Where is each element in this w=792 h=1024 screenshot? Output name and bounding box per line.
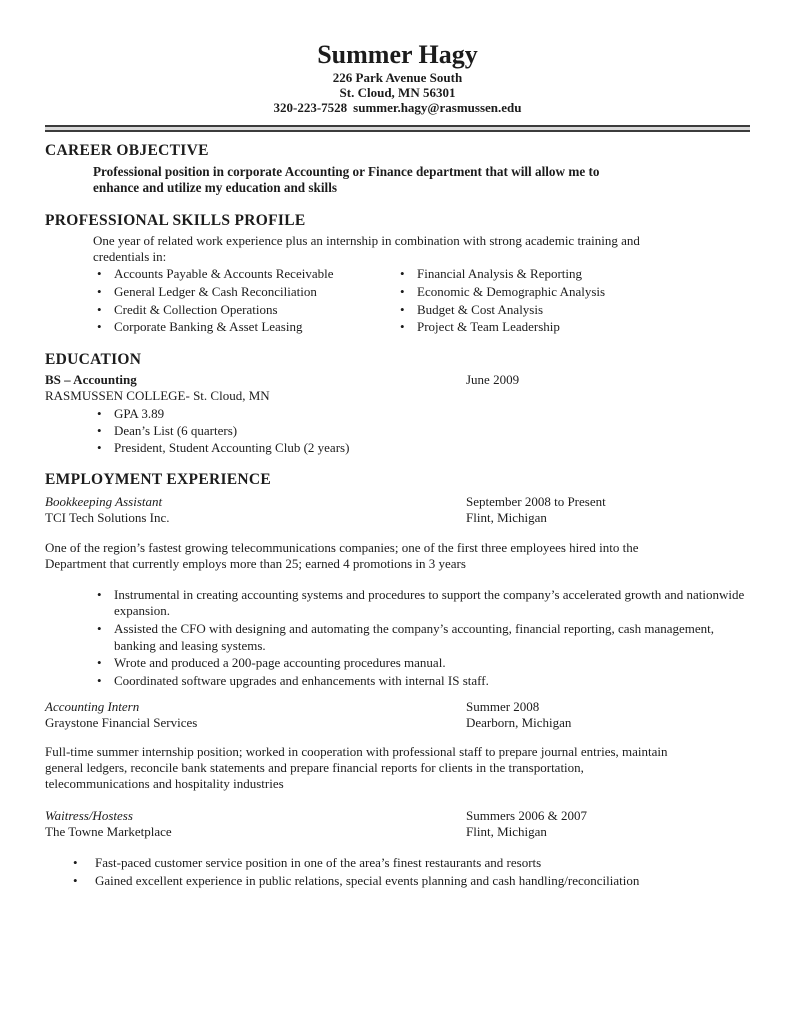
header: [45, 40, 750, 115]
objective-text: [93, 164, 750, 195]
job-company: Graystone Financial Services: [45, 715, 198, 731]
job-summary: [45, 540, 750, 572]
email-address: summer.hagy@rasmussen.edu: [353, 100, 522, 115]
text-line: One of the region’s fastest growing telecommunications companies; one of the first three employees hired into the: [45, 540, 639, 556]
job-company-row: [45, 824, 750, 840]
job-entry: [45, 494, 750, 689]
list-item: • Accounts Payable & Accounts Receivable: [45, 266, 400, 282]
section-heading-education: EDUCATION: [45, 351, 142, 369]
section-heading-career-objective: CAREER OBJECTIVE: [45, 142, 209, 159]
job-bullet-list: [45, 587, 750, 689]
skills-column-right: [400, 266, 750, 337]
list-item: • General Ledger & Cash Reconciliation: [45, 284, 400, 300]
list-item: • Financial Analysis & Reporting: [400, 266, 750, 282]
list-item: • GPA 3.89: [45, 406, 750, 422]
list-item: • Gained excellent experience in public relations, special events planning and cash handling/reconciliation: [45, 873, 750, 889]
job-location: Flint, Michigan: [466, 824, 547, 840]
text-line: Professional position in corporate Accounting or Finance department that will allow me to: [93, 164, 600, 179]
text-line: Full-time summer internship position; worked in cooperation with professional staff to prepare journal entries, maintain: [45, 744, 668, 760]
section-heading-employment: EMPLOYMENT EXPERIENCE: [45, 471, 272, 489]
list-item: • Dean’s List (6 quarters): [45, 423, 750, 439]
list-item: • President, Student Accounting Club (2 years): [45, 440, 750, 456]
job-title: Accounting Intern: [45, 699, 140, 715]
list-item: • Project & Team Leadership: [400, 319, 750, 335]
job-location: Dearborn, Michigan: [466, 715, 572, 731]
job-date: Summers 2006 & 2007: [466, 808, 587, 824]
header-divider-rule: [45, 125, 750, 132]
job-company-row: [45, 715, 750, 731]
text-line: Department that currently employs more than 25; earned 4 promotions in 3 years: [45, 556, 466, 572]
list-item: • Coordinated software upgrades and enhancements with internal IS staff.: [45, 673, 750, 689]
address-line2: St. Cloud, MN 56301: [339, 85, 456, 100]
list-item: • Wrote and produced a 200-page accounting procedures manual.: [45, 655, 750, 671]
list-item: • Credit & Collection Operations: [45, 302, 400, 318]
section-employment: [45, 471, 750, 889]
address-line1: 226 Park Avenue South: [332, 70, 463, 85]
text-line: One year of related work experience plus an internship in combination with strong academic training and: [93, 233, 640, 248]
job-entry: [45, 699, 750, 792]
job-company: TCI Tech Solutions Inc.: [45, 510, 170, 526]
job-date: Summer 2008: [466, 699, 540, 715]
job-summary: [45, 744, 750, 792]
section-education: [45, 351, 750, 456]
list-item: • Instrumental in creating accounting systems and procedures to support the company’s accelerated growth and nationwide expansion.: [45, 587, 750, 620]
section-heading-skills: PROFESSIONAL SKILLS PROFILE: [45, 212, 306, 229]
job-company: The Towne Marketplace: [45, 824, 172, 840]
section-skills: [45, 212, 750, 337]
job-entry: [45, 808, 750, 889]
list-item: • Budget & Cost Analysis: [400, 302, 750, 318]
job-title: Bookkeeping Assistant: [45, 494, 163, 510]
skills-intro: [93, 233, 750, 265]
candidate-name: Summer Hagy: [317, 40, 478, 69]
text-line: general ledgers, reconcile bank statements and prepare financial reports for clients in the transportation,: [45, 760, 584, 776]
phone-number: 320-223-7528: [273, 100, 348, 115]
job-title-row: [45, 808, 750, 824]
job-bullet-list: [45, 855, 750, 889]
section-career-objective: [45, 142, 750, 195]
education-list: [45, 406, 750, 456]
job-location: Flint, Michigan: [466, 510, 547, 526]
skills-column-left: [45, 266, 400, 337]
skills-columns: [45, 266, 750, 337]
contact-line: [45, 100, 750, 115]
list-item: • Fast-paced customer service position in one of the area’s finest restaurants and resorts: [45, 855, 750, 871]
job-title-row: [45, 494, 750, 510]
degree-name: BS – Accounting: [45, 372, 137, 388]
graduation-date: June 2009: [466, 372, 520, 388]
school-name: RASMUSSEN COLLEGE- St. Cloud, MN: [45, 388, 270, 404]
job-title: Waitress/Hostess: [45, 808, 133, 824]
text-line: credentials in:: [93, 249, 167, 264]
text-line: telecommunications and hospitality industries: [45, 776, 284, 792]
list-item: • Assisted the CFO with designing and automating the company’s accounting, financial reporting, cash management, banking and leasing systems.: [45, 621, 750, 654]
list-item: • Economic & Demographic Analysis: [400, 284, 750, 300]
education-degree-row: [45, 372, 750, 388]
job-title-row: [45, 699, 750, 715]
job-company-row: [45, 510, 750, 526]
list-item: • Corporate Banking & Asset Leasing: [45, 319, 400, 335]
job-date: September 2008 to Present: [466, 494, 606, 510]
text-line: enhance and utilize my education and skills: [93, 179, 338, 195]
